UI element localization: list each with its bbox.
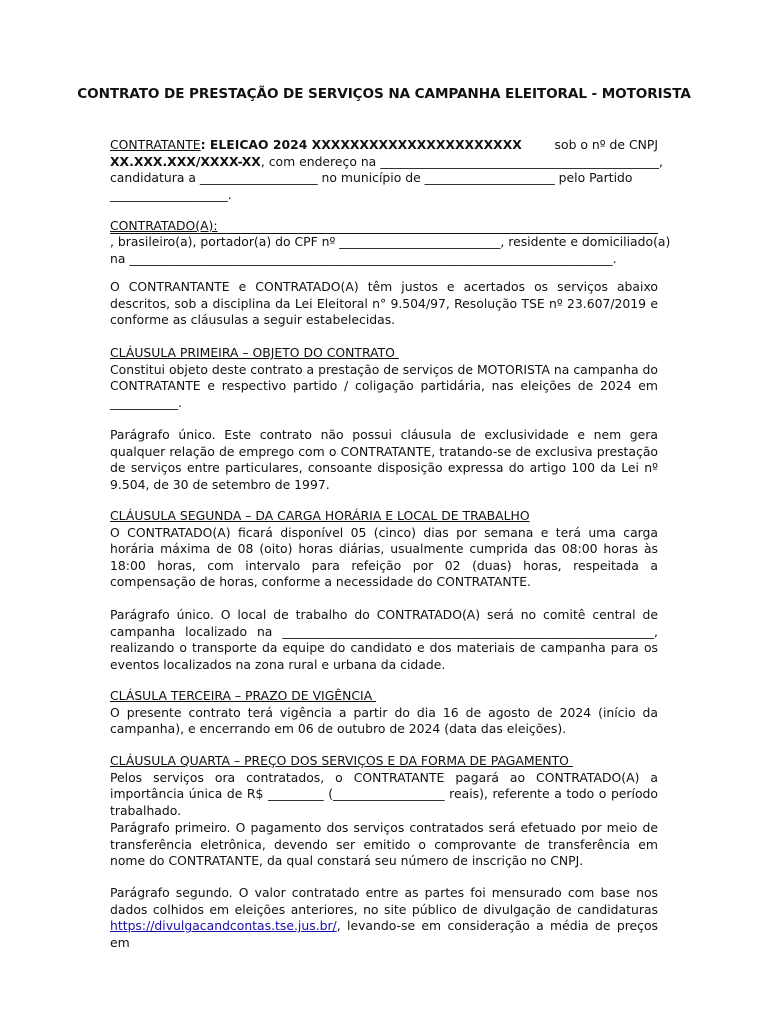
clausula-segunda-heading: CLÁUSULA SEGUNDA – DA CARGA HORÁRIA E LOCAL DE TRABALHO <box>110 508 530 523</box>
contratante-cnpj: XX.XXX.XXX/XXXX-XX <box>110 153 261 169</box>
contratante-cnpj-label: sob o nº de CNPJ <box>554 137 658 152</box>
clausula-primeira-text: Constitui objeto deste contrato a prestação de serviços de MOTORISTA na campanha do CONTRATANTE e respectivo partido / coligação partidária, nas eleições de 2024 em ___________. <box>110 361 658 410</box>
contratado-label: CONTRATADO(A): <box>110 218 218 233</box>
contratante-label: CONTRATANTE <box>110 137 201 152</box>
clausula-quarta <box>110 753 658 819</box>
clausula-primeira-paragrafo <box>110 427 658 493</box>
clausula-segunda-paragrafo-text: Parágrafo único. O local de trabalho do CONTRATADO(A) será no comitê central de campanha localizado na ____________________________________________________________, realizando o transporte da equipe do candidato e dos materiais de campanha para os eventos localizados na zona rural e urbana da cidade. <box>110 607 658 672</box>
contratado-section <box>110 218 671 267</box>
clausula-quarta-paragrafo-segundo <box>110 885 658 951</box>
contratante-partido: ___________________. <box>110 186 232 202</box>
document-title: CONTRATO DE PRESTAÇÃO DE SERVIÇOS NA CAMPANHA ELEITORAL - MOTORISTA <box>77 86 691 102</box>
contratante-endereco: , com endereço na _____________________________________________, <box>260 153 663 169</box>
clausula-terceira <box>110 688 658 738</box>
contratado-residencia-line: na ______________________________________________________________________________. <box>110 250 617 266</box>
paragrafo2-text-after: , levando-se em consideração a média de preços em <box>110 918 658 950</box>
clausula-segunda-text: O CONTRATADO(A) ficará disponível 05 (cinco) dias por semana e terá uma carga horária máxima de 08 (oito) horas diárias, usualmente cumprida das 08:00 horas às 18:00 horas, com intervalo para refeição por 02 (duas) horas, respeitada a compensação de horas, conforme a necessidade do CONTRATANTE. <box>110 524 658 590</box>
clausula-primeira <box>110 345 658 411</box>
clausula-segunda-paragrafo <box>110 607 658 673</box>
intro-paragraph <box>110 279 658 329</box>
clausula-terceira-text: O presente contrato terá vigência a partir do dia 16 de agosto de 2024 (início da campanha), e encerrando em 06 de outubro de 2024 (data das eleições). <box>110 704 658 737</box>
intro-text: O CONTRANTANTE e CONTRATADO(A) têm justos e acertados os serviços abaixo descritos, sob a disciplina da Lei Eleitoral n° 9.504/97, Resolução TSE nº 23.607/2019 e conforme as cláusulas a seguir estabelecidas. <box>110 279 658 328</box>
clausula-quarta-paragrafo2 <box>110 885 658 951</box>
clausula-quarta-text: Pelos serviços ora contratados, o CONTRATANTE pagará ao CONTRATADO(A) a importância única de R$ _________ (__________________ reais), referente a todo o período trabalhado. <box>110 769 658 818</box>
clausula-quarta-paragrafo-primeiro <box>110 820 658 870</box>
clausula-quarta-heading: CLÁUSULA QUARTA – PREÇO DOS SERVIÇOS E DA FORMA DE PAGAMENTO <box>110 753 573 768</box>
clausula-quarta-paragrafo1-text: Parágrafo primeiro. O pagamento dos serviços contratados será efetuado por meio de transferência eletrônica, devendo ser emitido o comprovante de transferência em nome do CONTRATANTE, da qual constará seu número de inscrição no CNPJ. <box>110 820 658 869</box>
clausula-primeira-paragrafo-text: Parágrafo único. Este contrato não possui cláusula de exclusividade e nem gera qualquer relação de emprego com o CONTRATANTE, tratando-se de exclusiva prestação de serviços entre particulares, consoante disposição expressa do artigo 100 da Lei nº 9.504, de 30 de setembro de 1997. <box>110 427 658 492</box>
contratado-cpf-line: , brasileiro(a), portador(a) do CPF nº __________________________, residente e domiciliado(a) <box>110 234 671 249</box>
contratante-section: CONTRATANTE: ELEICAO 2024 XXXXXXXXXXXXXXXXXXXXXX sob o nº de CNPJ XX.XXX.XXX/XXXX-XX , com endereço na _____________________________________________, candidatura a ___________________ no município de _____________________ pelo Partido ___________________. <box>110 137 663 202</box>
clausula-terceira-heading: CLÁSULA TERCEIRA – PRAZO DE VIGÊNCIA <box>110 688 377 703</box>
paragrafo2-text-before: Parágrafo segundo. O valor contratado entre as partes foi mensurado com base nos dados colhidos em eleições anteriores, no site público de divulgação de candidaturas <box>110 885 658 917</box>
contratante-candidatura: candidatura a ___________________ no município de _____________________ pelo Partido <box>110 170 633 186</box>
contratante-name: ELEICAO 2024 XXXXXXXXXXXXXXXXXXXXXX <box>209 137 522 152</box>
clausula-primeira-heading: CLÁUSULA PRIMEIRA – OBJETO DO CONTRATO <box>110 345 399 360</box>
clausula-segunda <box>110 508 658 591</box>
divulgacandcontas-link[interactable]: https://divulgacandcontas.tse.jus.br/ <box>110 918 337 934</box>
